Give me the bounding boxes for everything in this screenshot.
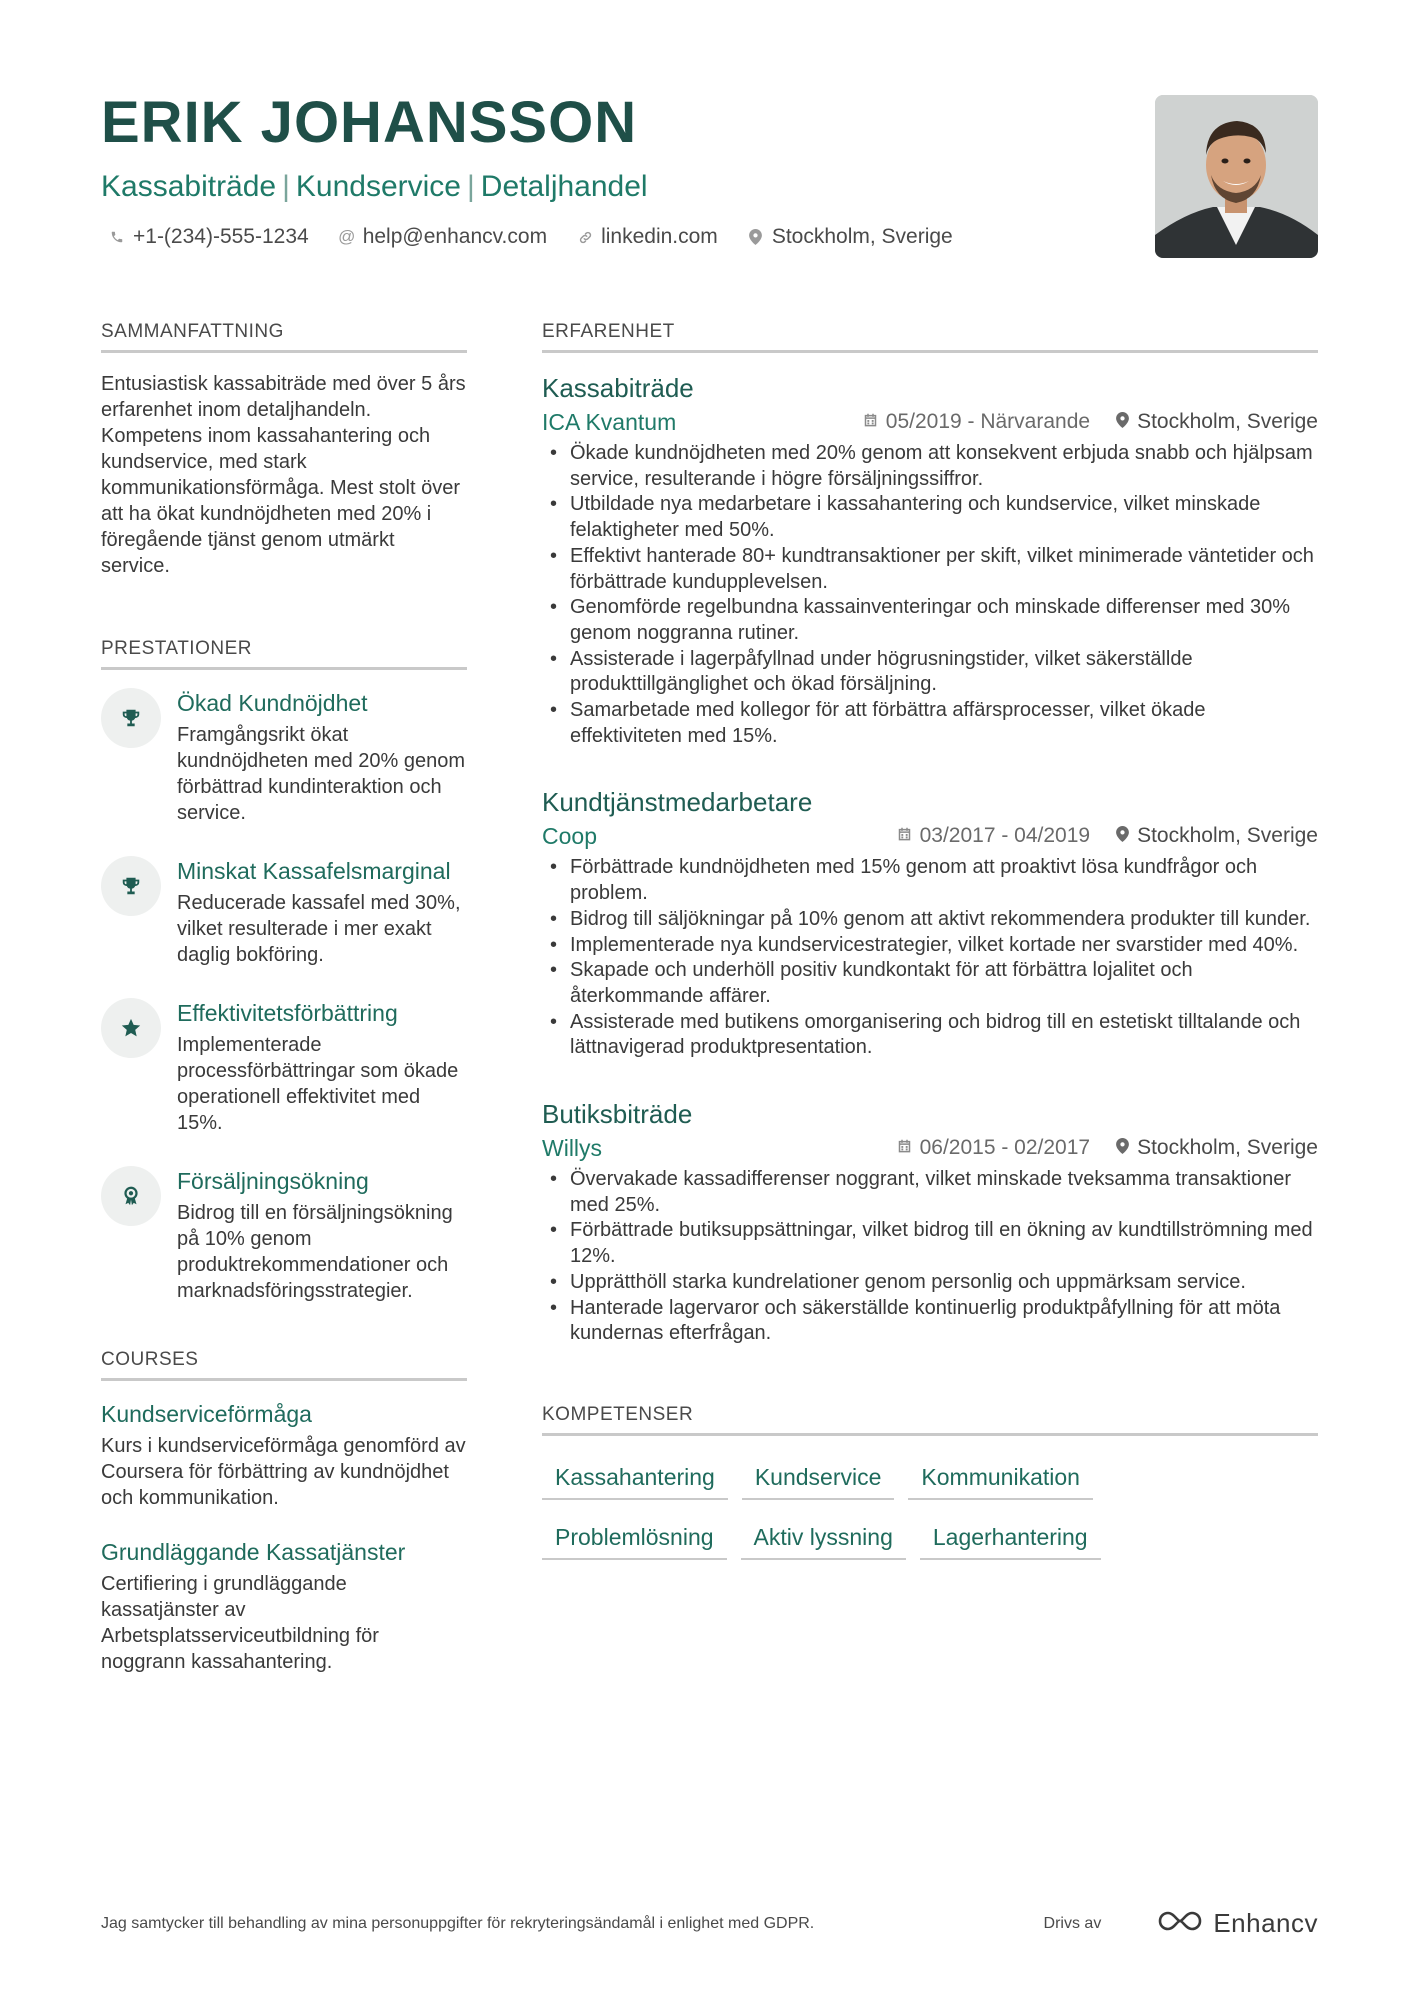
contact-email[interactable] — [339, 222, 547, 252]
linkedin-text: linkedin.com — [601, 225, 718, 248]
job-location-text: Stockholm, Sverige — [1137, 410, 1318, 433]
contact-location — [748, 222, 953, 252]
company-name: Coop — [542, 823, 597, 850]
award-ribbon-icon — [101, 1166, 161, 1226]
phone-text: +1-(234)-555-1234 — [133, 225, 309, 248]
job-dates-text: 06/2015 - 02/2017 — [919, 1136, 1091, 1160]
job-location — [1116, 1133, 1318, 1163]
skill-tag: Aktiv lyssning — [741, 1522, 906, 1560]
job-title: Butiksbiträde — [542, 1099, 693, 1130]
achievement-item — [101, 856, 467, 968]
calendar-icon — [863, 407, 878, 437]
right-column — [542, 320, 1318, 1560]
courses-heading: COURSES — [101, 1348, 467, 1381]
achievement-title: Försäljningsökning — [177, 1168, 369, 1194]
achievement-item — [101, 1166, 467, 1304]
experience-heading: ERFARENHET — [542, 320, 1318, 353]
job-bullets — [542, 855, 1318, 1061]
course-desc: Kurs i kundserviceförmåga genomförd av Coursera för förbättring av kundnöjdhet och kommunikation. — [101, 1435, 466, 1509]
skill-tag: Kommunikation — [908, 1462, 1093, 1500]
achievement-item — [101, 688, 467, 826]
skills-list — [542, 1462, 1162, 1560]
trophy-icon — [101, 856, 161, 916]
location-pin-icon — [1116, 821, 1129, 851]
contact-list — [101, 222, 1131, 252]
enhancv-logo-icon — [1157, 1908, 1203, 1939]
job-bullet: • Övervakade kassadifferenser noggrant, vilket minskade tveksamma transaktioner med 25%. — [542, 1167, 1318, 1218]
company-name: Willys — [542, 1135, 603, 1162]
course-desc: Certifiering i grundläggande kassatjänster av Arbetsplatsserviceutbildning för noggrann kassahantering. — [101, 1573, 379, 1673]
location-pin-icon — [1116, 1133, 1129, 1163]
skill-tag: Kundservice — [742, 1462, 895, 1500]
job-bullet: • Genomförde regelbundna kassainventeringar och minskade differenser med 30% genom noggranna rutiner. — [542, 595, 1318, 646]
achievement-title: Ökad Kundnöjdhet — [177, 690, 368, 716]
skill-tag: Lagerhantering — [920, 1522, 1101, 1560]
job-bullet: • Förbättrade butiksuppsättningar, vilket bidrog till en ökning av kundtillströmning med 12%. — [542, 1218, 1318, 1269]
skill-tag: Problemlösning — [542, 1522, 727, 1560]
course-item — [101, 1537, 467, 1675]
achievement-desc: Framgångsrikt ökat kundnöjdheten med 20% genom förbättrad kundinteraktion och service. — [177, 724, 465, 824]
left-column — [101, 320, 467, 1675]
job-bullets — [542, 1167, 1318, 1347]
job-bullet: • Upprätthöll starka kundrelationer genom personlig och uppmärksam service. — [542, 1270, 1318, 1296]
powered-by-label: Drivs av — [1043, 1914, 1102, 1932]
job-location — [1116, 407, 1318, 437]
gdpr-consent-text: Jag samtycker till behandling av mina personuppgifter för rekryteringsändamål i enlighet med GDPR. — [101, 1914, 815, 1932]
job-title: Kassabiträde — [542, 373, 694, 403]
job-bullets — [542, 441, 1318, 749]
job-meta — [542, 407, 1318, 437]
job-meta — [542, 821, 1318, 851]
job-dates-text: 03/2017 - 04/2019 — [919, 824, 1091, 848]
job-title: Kundtjänstmedarbetare — [542, 787, 813, 818]
title-separator: | — [467, 170, 475, 203]
summary-heading: SAMMANFATTNING — [101, 320, 467, 353]
profile-photo — [1155, 95, 1318, 258]
job-entry — [542, 785, 1318, 1061]
achievements-heading: PRESTATIONER — [101, 637, 467, 670]
achievement-desc: Implementerade processförbättringar som ökade operationell effektivitet med 15%. — [177, 1034, 459, 1134]
course-item — [101, 1399, 467, 1511]
phone-icon — [109, 229, 125, 245]
job-meta — [542, 1133, 1318, 1163]
job-dates — [897, 1133, 1090, 1163]
company-name: ICA Kvantum — [542, 409, 677, 435]
achievement-desc: Bidrog till en försäljningsökning på 10% genom produktrekommendationer och marknadsföringsstrategier. — [177, 1202, 453, 1302]
job-location-text: Stockholm, Sverige — [1137, 824, 1318, 848]
course-title: Kundserviceförmåga — [101, 1401, 312, 1427]
job-bullet: • Implementerade nya kundservicestrategier, vilket kortade ner svarstider med 40%. — [542, 933, 1318, 959]
job-entry — [542, 371, 1318, 749]
title-part: Kassabiträde — [101, 170, 277, 203]
title-part: Kundservice — [295, 170, 461, 203]
job-bullet: • Bidrog till säljökningar på 10% genom att aktivt rekommendera produkter till kunder. — [542, 907, 1318, 933]
skills-heading: KOMPETENSER — [542, 1403, 1318, 1436]
achievement-title: Effektivitetsförbättring — [177, 1000, 398, 1026]
enhancv-logo-text: Enhancv — [1213, 1908, 1318, 1938]
location-pin-icon — [1116, 407, 1129, 437]
job-entry — [542, 1097, 1318, 1347]
title-separator: | — [282, 170, 290, 203]
email-text: help@enhancv.com — [362, 225, 548, 248]
job-title-line — [101, 168, 1131, 206]
star-icon — [101, 998, 161, 1058]
enhancv-logo[interactable] — [1157, 1908, 1318, 1939]
job-bullet: • Assisterade med butikens omorganisering och bidrog till en estetiskt tilltalande och lättnavigerad produktpresentation. — [542, 1010, 1318, 1061]
calendar-icon — [897, 1133, 912, 1163]
skill-tag: Kassahantering — [542, 1462, 728, 1500]
title-part: Detaljhandel — [480, 170, 648, 203]
achievement-desc: Reducerade kassafel med 30%, vilket resulterade i mer exakt daglig bokföring. — [177, 892, 461, 966]
job-bullet: • Utbildade nya medarbetare i kassahantering och kundservice, vilket minskade felaktigheter med 50%. — [542, 492, 1318, 543]
location-pin-icon — [748, 229, 764, 245]
page-footer — [101, 1908, 1318, 1939]
course-title: Grundläggande Kassatjänster — [101, 1539, 406, 1565]
job-bullet: • Förbättrade kundnöjdheten med 15% genom att proaktivt lösa kundfrågor och problem. — [542, 855, 1318, 906]
achievement-item — [101, 998, 467, 1136]
job-dates — [897, 821, 1090, 851]
resume-header — [101, 88, 1131, 252]
trophy-icon — [101, 688, 161, 748]
job-bullet: • Assisterade i lagerpåfyllnad under högrusningstider, vilket säkerställde produkttillgänglighet och ökad försäljning. — [542, 647, 1318, 698]
location-text: Stockholm, Sverige — [771, 225, 953, 248]
job-bullet: • Samarbetade med kollegor för att förbättra affärsprocesser, vilket ökade effektiviteten med 15%. — [542, 698, 1318, 749]
contact-phone[interactable] — [109, 222, 309, 252]
job-location-text: Stockholm, Sverige — [1137, 1136, 1318, 1160]
link-icon — [577, 229, 593, 245]
job-bullet: • Effektivt hanterade 80+ kundtransaktioner per skift, vilket minimerade väntetider och förbättrade kundupplevelsen. — [542, 544, 1318, 595]
at-icon: @ — [338, 227, 356, 246]
candidate-name: ERIK JOHANSSON — [101, 90, 638, 155]
job-bullet: • Ökade kundnöjdheten med 20% genom att konsekvent erbjuda snabb och hjälpsam service, resulterande i högre försäljningssiffror. — [542, 441, 1318, 492]
calendar-icon — [897, 821, 912, 851]
summary-text: Entusiastisk kassabiträde med över 5 års erfarenhet inom detaljhandeln. Kompetens inom kassahantering och kundservice, med stark kommunikationsförmåga. Mest stolt över att ha ökat kundnöjdheten med 20% i föregående tjänst genom utmärkt service. — [101, 373, 466, 577]
job-bullet: • Skapade och underhöll positiv kundkontakt för att förbättra lojalitet och återkommande affärer. — [542, 958, 1318, 1009]
job-bullet: • Hanterade lagervaror och säkerställde kontinuerlig produktpåfyllning för att möta kundernas efterfrågan. — [542, 1296, 1318, 1347]
job-dates — [863, 407, 1090, 437]
achievement-title: Minskat Kassafelsmarginal — [177, 858, 451, 884]
contact-linkedin[interactable] — [577, 222, 718, 252]
job-location — [1116, 821, 1318, 851]
job-dates-text: 05/2019 - Närvarande — [885, 410, 1091, 433]
